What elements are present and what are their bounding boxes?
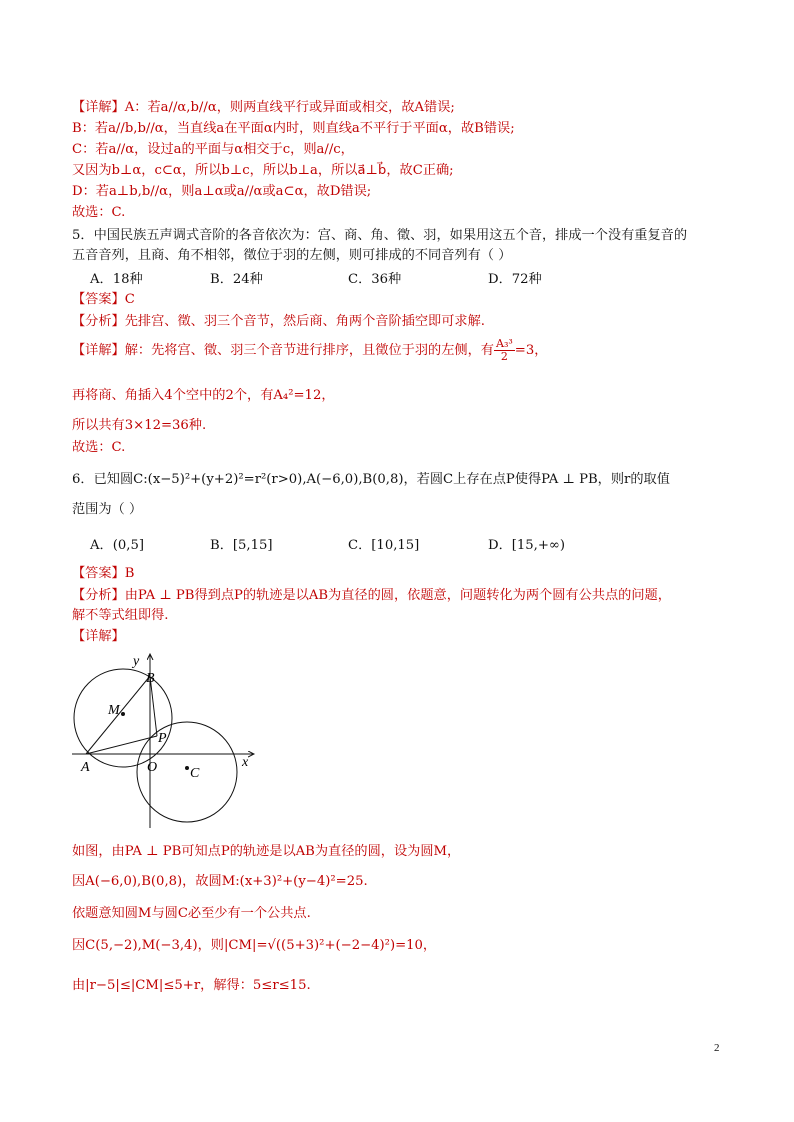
point-m — [121, 712, 125, 716]
label-x: x — [242, 755, 249, 770]
label-o: O — [147, 760, 158, 775]
detail-tag: 【详解】 — [72, 100, 125, 115]
circle-diagram — [64, 648, 264, 833]
fraction: $\frac{\text{A₃³}}{2}$ — [496, 337, 513, 363]
label-m: M — [108, 703, 120, 718]
label-p: P — [158, 731, 167, 746]
sol4-conclusion: 故选：C. — [72, 205, 126, 220]
q6-detail-line-4: 因C(5,−2),M(−3,4)，则|CM|=√((5+3)²+(−2−4)²)=10， — [72, 938, 437, 953]
q6-option-a: A．(0,5] — [90, 538, 144, 553]
page-number: 2 — [714, 1042, 720, 1054]
sol4-line-1: 【详解】A：若a//α,b//α，则两直线平行或异面或相交，故A错误; — [72, 100, 455, 115]
q6-detail-tag: 【详解】 — [72, 629, 125, 644]
q5-option-d: D．72种 — [488, 272, 542, 287]
q6-answer: 【答案】B — [72, 566, 135, 581]
segment-ap — [86, 736, 157, 754]
point-c — [185, 766, 189, 770]
q5-stem-line-2: 五音音列，且商、角不相邻，徵位于羽的左侧，则可排成的不同音列有（ ） — [72, 248, 512, 263]
q5-stem-line-1: 5．中国民族五声调式音阶的各音依次为：宫、商、角、徵、羽，如果用这五个音，排成一个没有重复音的 — [72, 228, 688, 243]
q6-stem-line-2: 范围为（ ） — [72, 502, 143, 517]
q6-detail-line-2: 因A(−6,0),B(0,8)，故圆M:(x+3)²+(y−4)²=25. — [72, 874, 368, 889]
q6-detail-line-5: 由|r−5|≤|CM|≤5+r，解得：5≤r≤15. — [72, 978, 311, 993]
label-c: C — [190, 766, 200, 781]
label-y: y — [133, 654, 140, 669]
q6-detail-line-1: 如图，由PA ⊥ PB可知点P的轨迹是以AB为直径的圆，设为圆M， — [72, 844, 461, 859]
q6-option-c: C．[10,15] — [348, 538, 420, 553]
q5-detail-line-2: 再将商、角插入4个空中的2个，有A₄²=12， — [72, 388, 335, 403]
q5-option-a: A．18种 — [90, 272, 143, 287]
sol4-line-5: D：若a⊥b,b//α，则a⊥α或a//α或a⊂α，故D错误; — [72, 184, 372, 199]
q6-stem-line-1: 6．已知圆C:(x−5)²+(y+2)²=r²(r>0),A(−6,0),B(0,8)，若圆C上存在点P使得PA ⊥ PB，则r的取值 — [72, 472, 670, 487]
label-b: B — [146, 671, 155, 686]
q6-option-b: B．[5,15] — [210, 538, 273, 553]
circle-m — [74, 669, 172, 767]
q5-detail-line-3: 所以共有3×12=36种. — [72, 418, 207, 433]
q5-conclusion: 故选：C. — [72, 440, 126, 455]
q6-detail-line-3: 依题意知圆M与圆C必至少有一个公共点. — [72, 906, 311, 921]
q5-detail-line-1: 【详解】解：先将宫、徵、羽三个音节进行排序，且徵位于羽的左侧，有 $\frac{\text{A₃³}}{2}$ =3， — [72, 337, 548, 363]
label-a: A — [81, 760, 90, 775]
sol4-line-3: C：若a//α，设过a的平面与α相交于c，则a//c， — [72, 142, 354, 157]
sol4-line-4: 又因为b⊥α，c⊂α，所以b⊥c，所以b⊥a，所以a⃗⊥b⃗，故C正确; — [72, 163, 454, 178]
q6-option-d: D．[15,+∞) — [488, 538, 566, 553]
q5-option-c: C．36种 — [348, 272, 402, 287]
sol4-line-2: B：若a//b,b//α，当直线a在平面α内时，则直线a不平行于平面α，故B错误; — [72, 121, 515, 136]
q6-analysis-line-1: 【分析】由PA ⊥ PB得到点P的轨迹是以AB为直径的圆，依题意，问题转化为两个圆有公共点的问题， — [72, 588, 671, 603]
q6-analysis-line-2: 解不等式组即得. — [72, 608, 169, 623]
q5-option-b: B．24种 — [210, 272, 263, 287]
q5-analysis: 【分析】先排宫、徵、羽三个音节，然后商、角两个音阶插空即可求解. — [72, 314, 486, 329]
q5-answer: 【答案】C — [72, 292, 135, 307]
